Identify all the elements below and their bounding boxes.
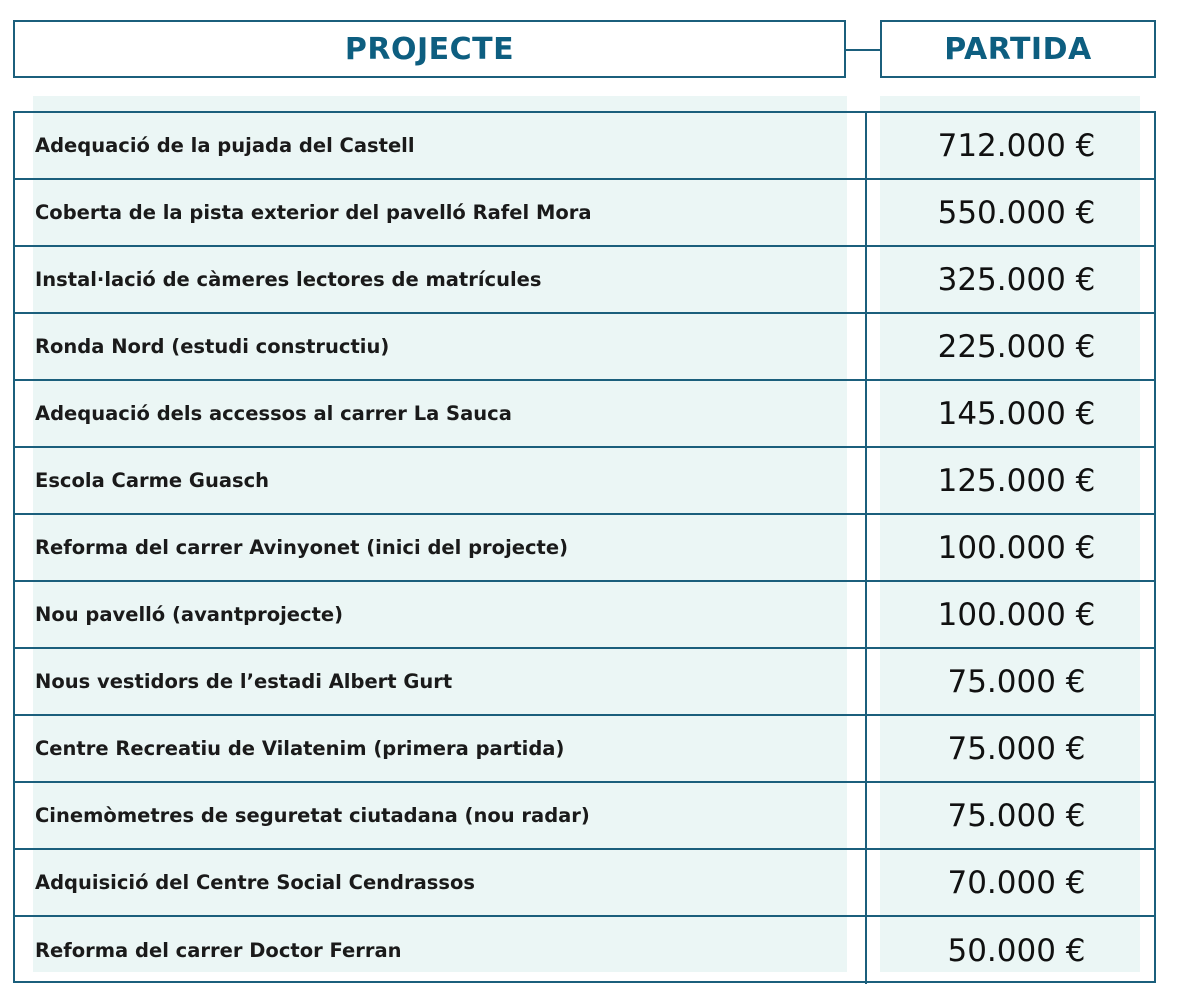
table-row	[15, 314, 1154, 381]
project-amount: 75.000 €	[947, 797, 1086, 834]
project-amount: 125.000 €	[937, 462, 1096, 499]
project-name: Coberta de la pista exterior del pavelló Rafel Mora	[35, 201, 592, 224]
table-row	[15, 448, 1154, 515]
project-amount: 145.000 €	[937, 395, 1096, 432]
header-connector-line	[846, 49, 880, 51]
table-row	[15, 381, 1154, 448]
table-row	[15, 113, 1154, 180]
project-amount: 75.000 €	[947, 663, 1086, 700]
table-row	[15, 515, 1154, 582]
project-amount: 50.000 €	[947, 932, 1086, 969]
project-amount: 100.000 €	[937, 596, 1096, 633]
table-row	[15, 716, 1154, 783]
table-row	[15, 850, 1154, 917]
project-amount: 225.000 €	[937, 328, 1096, 365]
project-name: Adequació de la pujada del Castell	[35, 134, 415, 157]
project-amount: 712.000 €	[937, 127, 1096, 164]
project-name: Reforma del carrer Avinyonet (inici del projecte)	[35, 536, 568, 559]
project-amount: 75.000 €	[947, 730, 1086, 767]
project-name: Reforma del carrer Doctor Ferran	[35, 939, 402, 962]
project-amount: 70.000 €	[947, 864, 1086, 901]
project-name: Nous vestidors de l’estadi Albert Gurt	[35, 670, 453, 693]
header-partida	[880, 20, 1156, 78]
project-name: Adquisició del Centre Social Cendrassos	[35, 871, 476, 894]
project-amount: 550.000 €	[937, 194, 1096, 231]
project-name: Nou pavelló (avantprojecte)	[35, 603, 344, 626]
project-amount: 325.000 €	[937, 261, 1096, 298]
table-row	[15, 649, 1154, 716]
header-projecte	[13, 20, 846, 78]
table-row	[15, 917, 1154, 984]
project-name: Ronda Nord (estudi constructiu)	[35, 335, 390, 358]
table-row	[15, 180, 1154, 247]
header-projecte-label: PROJECTE	[344, 31, 515, 67]
project-amount: 100.000 €	[937, 529, 1096, 566]
budget-table	[13, 111, 1156, 983]
header-partida-label: PARTIDA	[944, 31, 1092, 67]
project-name: Instal·lació de càmeres lectores de matrícules	[35, 268, 542, 291]
project-name: Centre Recreatiu de Vilatenim (primera partida)	[35, 737, 565, 760]
project-name: Escola Carme Guasch	[35, 469, 270, 492]
project-name: Cinemòmetres de seguretat ciutadana (nou radar)	[35, 804, 590, 827]
table-row	[15, 783, 1154, 850]
project-name: Adequació dels accessos al carrer La Sauca	[35, 402, 512, 425]
table-row	[15, 247, 1154, 314]
table-row	[15, 582, 1154, 649]
